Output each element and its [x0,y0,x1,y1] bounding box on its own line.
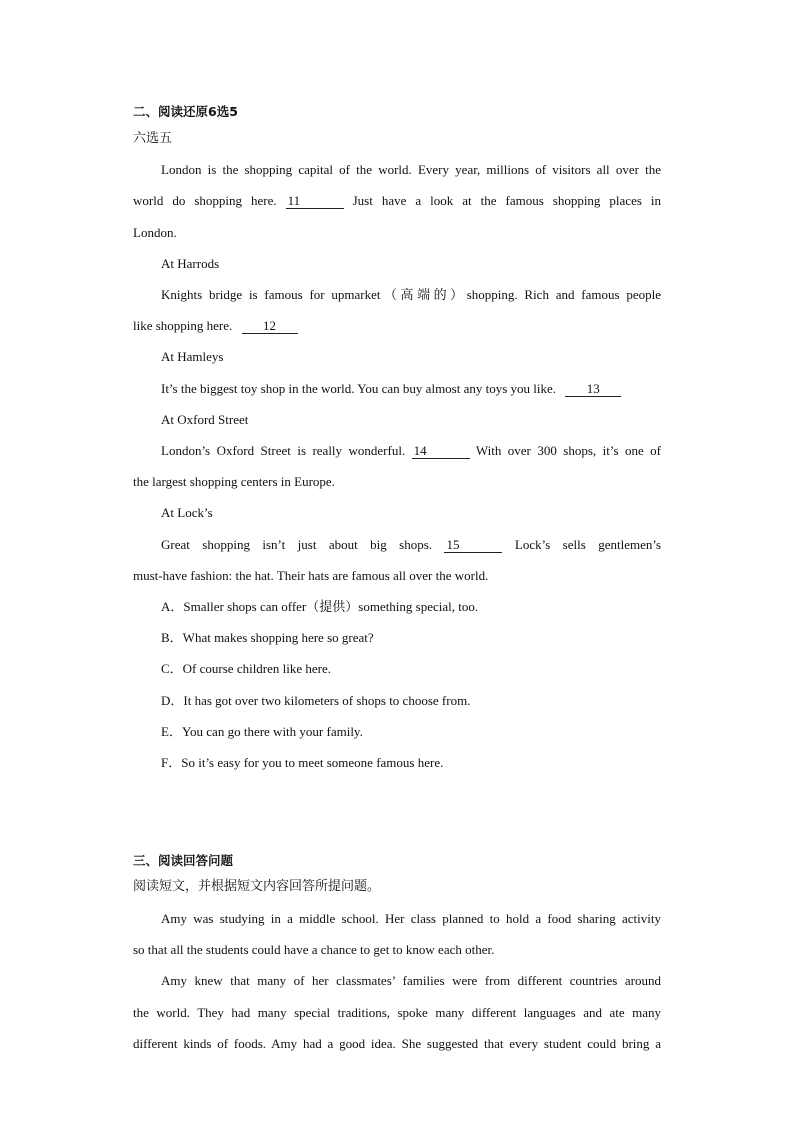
option-f [161,754,661,772]
option-a [161,598,661,616]
option-c [161,660,661,678]
text-fragment: world do shopping here. [133,193,277,208]
text-fragment: like shopping here. [133,318,233,333]
option-text: Of course children like here. [182,661,332,676]
paragraph-line: different kinds of foods. Amy had a good idea. She suggested that every student could bring a [133,1036,661,1051]
subheading-oxford-street: At Oxford Street [161,412,249,427]
subheading-locks: At Lock’s [161,505,213,520]
answer-blank-15: 15 [444,537,502,553]
paragraph-line: Amy was studying in a middle school. Her class planned to hold a food sharing activity [161,911,661,926]
option-text: So it’s easy for you to meet someone famous here. [181,755,444,770]
option-text: Smaller shops can offer（提供）something special, too. [183,599,479,614]
subheading-harrods: At Harrods [161,256,220,271]
section-heading-reading-answer: 三、阅读回答问题 [133,853,234,868]
paragraph-line [161,442,661,460]
option-e [161,723,661,741]
option-letter: C． [161,661,183,676]
section-subtitle: 六选五 [133,131,173,146]
paragraph-line: London. [133,225,177,240]
text-fragment: With over 300 shops, it’s one of [475,443,661,458]
text-fragment: It’s the biggest toy shop in the world. You can buy almost any toys you like. [161,381,557,396]
paragraph-line: Amy knew that many of her classmates’ families were from different countries around [161,973,661,988]
section-instruction: 阅读短文，并根据短文内容回答所提问题。 [133,879,381,894]
option-letter: D． [161,693,184,708]
answer-blank-13: 13 [565,381,621,397]
text-fragment: Lock’s sells gentlemen’s [514,537,662,552]
subheading-hamleys: At Hamleys [161,349,224,364]
option-text: You can go there with your family. [181,724,363,739]
section-heading-reading-restore: 二、阅读还原6选5 [133,104,238,119]
answer-blank-14: 14 [412,443,470,459]
paragraph-line: so that all the students could have a chance to get to know each other. [133,942,495,957]
option-letter: A． [161,599,184,614]
option-d [161,692,661,710]
paragraph-line: the largest shopping centers in Europe. [133,474,335,489]
option-text: It has got over two kilometers of shops to choose from. [183,693,471,708]
text-fragment: Just have a look at the famous shopping places in [352,193,662,208]
text-fragment: London’s Oxford Street is really wonderful. [161,443,406,458]
paragraph-line: London is the shopping capital of the world. Every year, millions of visitors all over the [161,162,661,177]
option-b [161,629,661,647]
option-letter: E． [161,724,182,739]
paragraph-line [161,380,661,398]
answer-blank-11: 11 [286,193,344,209]
paragraph-line: must-have fashion: the hat. Their hats are famous all over the world. [133,568,489,583]
paragraph-line: Knights bridge is famous for upmarket（高端的）shopping. Rich and famous people [161,287,661,302]
option-letter: B． [161,630,183,645]
text-fragment: Great shopping isn’t just about big shops. [161,537,433,552]
answer-blank-12: 12 [242,318,298,334]
paragraph-line [161,536,661,554]
paragraph-line [133,317,661,335]
paragraph-line: the world. They had many special traditions, spoke many different languages and ate many [133,1005,661,1020]
option-letter: F． [161,755,182,770]
option-text: What makes shopping here so great? [182,630,374,645]
paragraph-line [133,192,661,210]
